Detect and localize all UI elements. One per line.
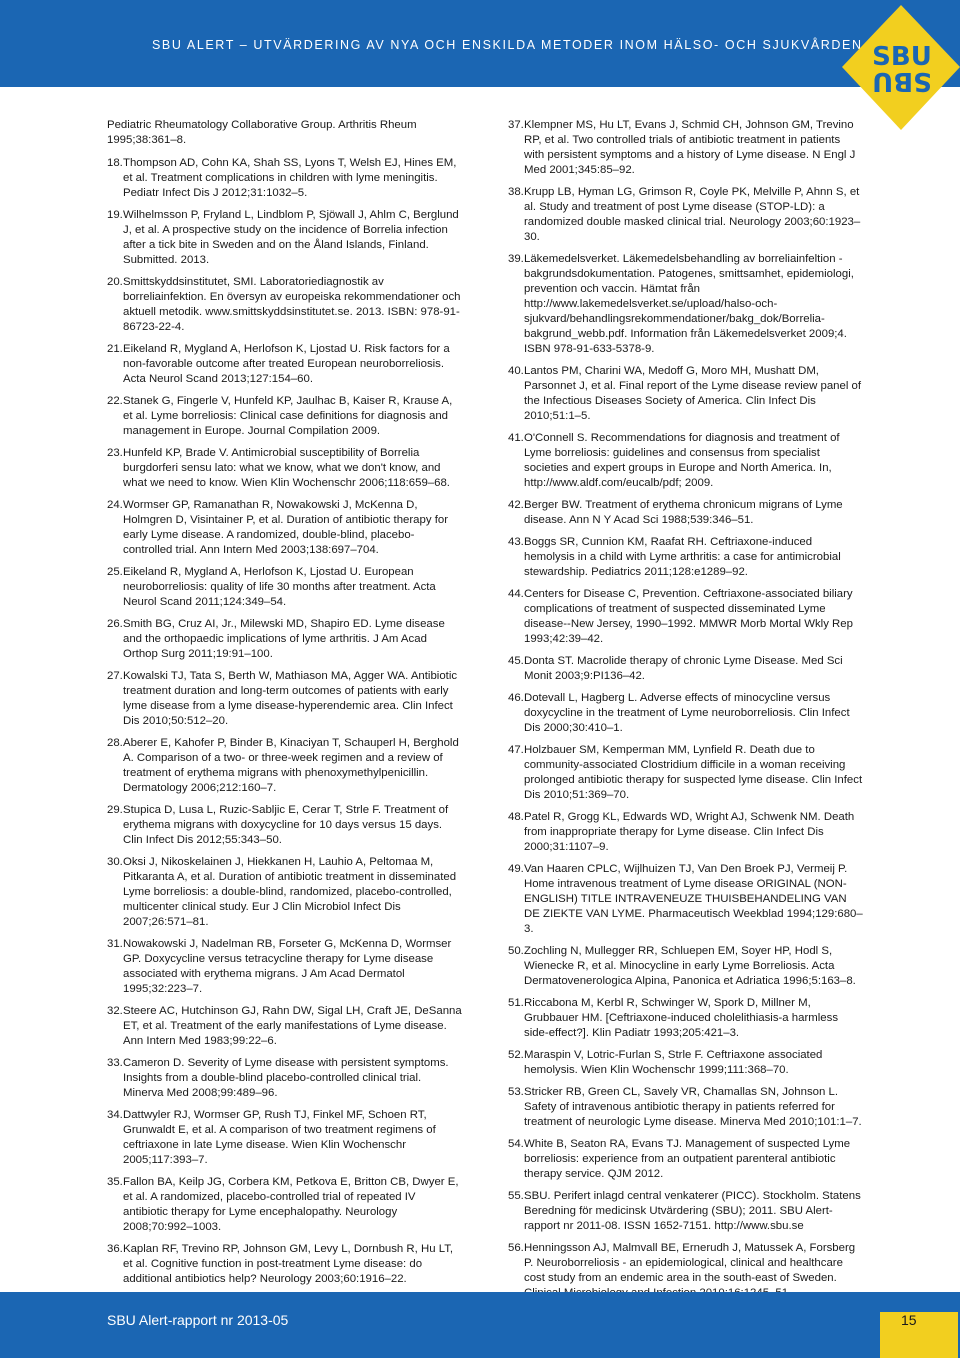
reference-text: Fallon BA, Keilp JG, Corbera KM, Petkova E, Britton CB, Dwyer E, et al. A randomized, placebo-controlled trial of repeated IV antibiotic therapy for Lyme encephalopathy. Neurology 2008;70:992–1003. [123, 1176, 459, 1233]
reference-number: 47. [508, 744, 524, 756]
report-label: SBU Alert-rapport nr 2013-05 [107, 1312, 289, 1328]
page-number: 15 [901, 1312, 917, 1328]
reference-item [508, 1085, 863, 1130]
reference-text: Wormser GP, Ramanathan R, Nowakowski J, McKenna D, Holmgren D, Visintainer P, et al. Duration of antibiotic therapy for early Lyme disease. A randomized, double-blind, placebo-controlled trial. Ann Intern Med 2003;138:697–704. [123, 499, 449, 556]
reference-number: 40. [508, 365, 524, 377]
reference-text: Oksi J, Nikoskelainen J, Hiekkanen H, Lauhio A, Peltomaa M, Pitkaranta A, et al. Duration of antibiotic treatment in disseminated Lyme borreliosis: a double-blind, randomized, placebo-controlled, multicenter clinical study. Eur J Clin Microbiol Infect Dis 2007;26:571–81. [123, 856, 457, 928]
footer-bar [0, 1292, 960, 1358]
reference-item [107, 803, 462, 848]
page-number-box [880, 1312, 958, 1358]
reference-text: White B, Seaton RA, Evans TJ. Management of suspected Lyme borreliosis: experience from an outpatient parenteral antibiotic therapy service. QJM 2012. [524, 1138, 851, 1180]
reference-text: Kowalski TJ, Tata S, Berth W, Mathiason MA, Agger WA. Antibiotic treatment duration and long-term outcomes of patients with early lyme disease from a lyme disease-hyperendemic area. Clin Infect Dis 2010;50:512–20. [123, 670, 458, 727]
reference-number: 21. [107, 343, 123, 355]
reference-number: 35. [107, 1176, 123, 1188]
reference-text: Krupp LB, Hyman LG, Grimson R, Coyle PK, Melville P, Ahnn S, et al. Study and treatment of post Lyme disease (STOP-LD): a randomized double masked clinical trial. Neurology 2003;60:1923–30. [524, 186, 861, 243]
reference-number: 45. [508, 655, 524, 667]
reference-text: Thompson AD, Cohn KA, Shah SS, Lyons T, Welsh EJ, Hines EM, et al. Treatment complications in children with lyme meningitis. Pediatr Infect Dis J 2012;31:1032–5. [123, 157, 457, 199]
reference-item [107, 1004, 462, 1049]
reference-item [107, 669, 462, 729]
left-column [107, 118, 462, 1294]
reference-number: 56. [508, 1242, 524, 1254]
reference-text: Stricker RB, Green CL, Savely VR, Chamallas SN, Johnson L. Safety of intravenous antibiotic therapy in patients referred for treatment of neurologic Lyme disease. Minerva Med 2010;101:1–7. [524, 1086, 862, 1128]
reference-number: 34. [107, 1109, 123, 1121]
reference-item [508, 118, 863, 178]
left-reference-list [107, 156, 462, 1287]
reference-item [508, 810, 863, 855]
reference-text: Kaplan RF, Trevino RP, Johnson GM, Levy L, Dornbush R, Hu LT, et al. Cognitive function in post-treatment Lyme disease: do additional antibiotics help? Neurology 2003;60:1916–22. [123, 1243, 454, 1285]
reference-item [107, 937, 462, 997]
reference-text: Donta ST. Macrolide therapy of chronic Lyme Disease. Med Sci Monit 2003;9:PI136–42. [524, 655, 843, 682]
reference-text: Steere AC, Hutchinson GJ, Rahn DW, Sigal LH, Craft JE, DeSanna ET, et al. Treatment of the early manifestations of Lyme disease. Ann Intern Med 1983;99:22–6. [123, 1005, 462, 1047]
reference-item [508, 1048, 863, 1078]
reference-number: 32. [107, 1005, 123, 1017]
reference-number: 44. [508, 588, 524, 600]
reference-item [107, 1242, 462, 1287]
reference-number: 52. [508, 1049, 524, 1061]
reference-number: 18. [107, 157, 123, 169]
reference-text: Berger BW. Treatment of erythema chronicum migrans of Lyme disease. Ann N Y Acad Sci 1988;539:346–51. [524, 499, 843, 526]
reference-item [508, 252, 863, 357]
reference-text: Smittskyddsinstitutet, SMI. Laboratoriediagnostik av borreliainfektion. En översyn av europeiska rekommendationer och aktuell metodik. www.smittskyddsinstitutet.se. 2013. ISBN: 978-91-86723-22-4. [123, 276, 461, 333]
reference-number: 37. [508, 119, 524, 131]
reference-item [508, 1189, 863, 1234]
reference-text: Van Haaren CPLC, Wijlhuizen TJ, Van Den Broek PJ, Vermeij P. Home intravenous treatment of Lyme disease ORIGINAL (NON-ENGLISH) TITLE INTRAVENEUZE THUISBEHANDELING VAN DE ZIEKTE VAN LYME. Pharmaceutisch Weekblad 1994;129:680–3. [524, 863, 863, 935]
reference-number: 54. [508, 1138, 524, 1150]
reference-text: Wilhelmsson P, Fryland L, Lindblom P, Sjöwall J, Ahlm C, Berglund J, et al. A prospective study on the incidence of Borrelia infection after a tick bite in Sweden and on the Åland Islands, Finland. Submitted. 2013. [123, 209, 459, 266]
right-column [508, 118, 863, 1308]
right-reference-list [508, 118, 863, 1301]
reference-item [508, 1137, 863, 1182]
reference-item [508, 498, 863, 528]
reference-number: 49. [508, 863, 524, 875]
reference-item [508, 587, 863, 647]
reference-text: Maraspin V, Lotric-Furlan S, Strle F. Ceftriaxone associated hemolysis. Wien Klin Wochenschr 1999;111:368–70. [524, 1049, 823, 1076]
reference-number: 43. [508, 536, 524, 548]
reference-item [107, 498, 462, 558]
reference-number: 30. [107, 856, 123, 868]
reference-item [508, 691, 863, 736]
reference-item [508, 862, 863, 937]
reference-item [508, 535, 863, 580]
reference-item [107, 342, 462, 387]
reference-number: 42. [508, 499, 524, 511]
reference-item [107, 446, 462, 491]
reference-number: 27. [107, 670, 123, 682]
reference-item [508, 743, 863, 803]
reference-item [107, 565, 462, 610]
reference-text: Dattwyler RJ, Wormser GP, Rush TJ, Finkel MF, Schoen RT, Grunwaldt E, et al. A comparison of two treatment regimens of ceftriaxone in late Lyme disease. Wien Klin Wochenschr 2005;117:393–7. [123, 1109, 436, 1166]
reference-text: Dotevall L, Hagberg L. Adverse effects of minocycline versus doxycycline in the treatment of Lyme neuroborreliosis. Clin Infect Dis 2000;30:410–1. [524, 692, 850, 734]
reference-number: 55. [508, 1190, 524, 1202]
reference-text: Nowakowski J, Nadelman RB, Forseter G, McKenna D, Wormser GP. Doxycycline versus tetracycline therapy for Lyme disease associated with erythema migrans. J Am Acad Dermatol 1995;32:223–7. [123, 938, 452, 995]
reference-item [107, 208, 462, 268]
reference-item [107, 1175, 462, 1235]
reference-number: 39. [508, 253, 524, 265]
reference-text: Läkemedelsverket. Läkemedelsbehandling av borreliainfeltion - bakgrundsdokumentation. Patogenes, smittsamhet, epidemiologi, prevention och vaccin. Hämtat från http://www.lakemedelsverket.se/upload/halso-och-sjukvard/behandlingsrekommendationer/bakg_dok/Borrelia-bakgrund_webb.pdf. Information från Läkemedelsverket 2009;4. ISBN 978-91-633-5378-9. [524, 253, 854, 355]
reference-text: Eikeland R, Mygland A, Herlofson K, Ljostad U. Risk factors for a non-favorable outcome after treated European neuroborreliosis. Acta Neurol Scand 2013;127:154–60. [123, 343, 450, 385]
reference-number: 53. [508, 1086, 524, 1098]
header-title: SBU ALERT – UTVÄRDERING AV NYA OCH ENSKILDA METODER INOM HÄLSO- OCH SJUKVÅRDEN [152, 38, 863, 52]
reference-number: 22. [107, 395, 123, 407]
reference-item [107, 275, 462, 335]
reference-number: 26. [107, 618, 123, 630]
reference-text: SBU. Perifert inlagd central venkaterer (PICC). Stockholm. Statens Beredning för medicinsk Utvärdering (SBU); 2011. SBU Alert-rapport nr 2011-08. ISSN 1652-7151. http://www.sbu.se [524, 1190, 861, 1232]
reference-text: Stanek G, Fingerle V, Hunfeld KP, Jaulhac B, Kaiser R, Krause A, et al. Lyme borreliosis: Clinical case definitions for diagnosis and management in Europe. Journal Compilation 2009. [123, 395, 453, 437]
reference-text: Zochling N, Mullegger RR, Schluepen EM, Soyer HP, Hodl S, Wienecke R, et al. Minocycline in early Lyme Borreliosis. Acta Dermatovenerologica Alpina, Panonica et Adriatica 1996;5:163–8. [524, 945, 856, 987]
reference-number: 29. [107, 804, 123, 816]
reference-number: 24. [107, 499, 123, 511]
reference-number: 20. [107, 276, 123, 288]
reference-item [107, 394, 462, 439]
reference-text: Patel R, Grogg KL, Edwards WD, Wright AJ, Schwenk NM. Death from inappropriate therapy for Lyme disease. Clin Infect Dis 2000;31:1107–9. [524, 811, 855, 853]
reference-number: 19. [107, 209, 123, 221]
reference-item [107, 855, 462, 930]
reference-item [508, 431, 863, 491]
reference-number: 46. [508, 692, 524, 704]
reference-text: Cameron D. Severity of Lyme disease with persistent symptoms. Insights from a double-blind placebo-controlled clinical trial. Minerva Med 2008;99:489–96. [123, 1057, 449, 1099]
reference-item [508, 654, 863, 684]
reference-text: Eikeland R, Mygland A, Herlofson K, Ljostad U. European neuroborreliosis: quality of life 30 months after treatment. Acta Neurol Scand 2011;124:349–54. [123, 566, 436, 608]
reference-number: 25. [107, 566, 123, 578]
reference-text: Hunfeld KP, Brade V. Antimicrobial susceptibility of Borrelia burgdorferi sensu lato: what we know, what we don't know, and what we need to know. Wien Klin Wochenschr 2006;118:659–68. [123, 447, 450, 489]
reference-item [107, 1108, 462, 1168]
reference-text: O'Connell S. Recommendations for diagnosis and treatment of Lyme borreliosis: guidelines and consensus from specialist societies and expert groups in Europe and North America. In, http://www.aldf.com/eucalb/pdf; 2009. [524, 432, 840, 489]
reference-text: Lantos PM, Charini WA, Medoff G, Moro MH, Mushatt DM, Parsonnet J, et al. Final report of the Lyme disease review panel of the Infectious Diseases Society of America. Clin Infect Dis 2010;51:1–5. [524, 365, 862, 422]
reference-number: 51. [508, 997, 524, 1009]
reference-text: Henningsson AJ, Malmvall BE, Ernerudh J, Matussek A, Forsberg P. Neuroborreliosis - an epidemiological, clinical and healthcare cost study from an endemic area in the south-east of Sweden. [524, 1242, 856, 1284]
reference-text: Smith BG, Cruz AI, Jr., Milewski MD, Shapiro ED. Lyme disease and the orthopaedic implications of lyme arthritis. J Am Acad Orthop Surg 2011;19:91–100. [123, 618, 445, 660]
header-bar [0, 0, 960, 87]
reference-number: 50. [508, 945, 524, 957]
reference-item [508, 364, 863, 424]
reference-text: Klempner MS, Hu LT, Evans J, Schmid CH, Johnson GM, Trevino RP, et al. Two controlled trials of antibiotic treatment in patients with persistent symptoms and a history of Lyme disease. N Engl J Med 2001;345:85–92. [524, 119, 856, 176]
reference-number: 36. [107, 1243, 123, 1255]
reference-text: Riccabona M, Kerbl R, Schwinger W, Spork D, Millner M, Grubbauer HM. [Ceftriaxone-induced cholelithiasis-a harmless side-effect?]. Klin Padiatr 1993;205:421–3. [524, 997, 839, 1039]
reference-item [508, 944, 863, 989]
reference-text: Centers for Disease C, Prevention. Ceftriaxone-associated biliary complications of treatment of suspected disseminated Lyme disease--New Jersey, 1990–1992. MMWR Morb Mortal Wkly Rep 1993;42:39–42. [524, 588, 853, 645]
reference-number: 38. [508, 186, 524, 198]
reference-text: Aberer E, Kahofer P, Binder B, Kinaciyan T, Schauperl H, Berghold A. Comparison of a two- or three-week regimen and a review of treatment of erythema migrans with phenoxymethylpenicillin. Dermatology 2006;212:160–7. [123, 737, 459, 794]
logo-text-bottom: SBU [872, 66, 932, 96]
reference-number: 28. [107, 737, 123, 749]
reference-text: Holzbauer SM, Kemperman MM, Lynfield R. Death due to community-associated Clostridium difficile in a woman receiving prolonged antibiotic therapy for suspected lyme disease. Clin Infect Dis 2010;51:369–70. [524, 744, 863, 801]
reference-number: 23. [107, 447, 123, 459]
reference-text: Boggs SR, Cunnion KM, Raafat RH. Ceftriaxone-induced hemolysis in a child with Lyme arthritis: a case for antimicrobial stewardship. Pediatrics 2011;128:e1289–92. [524, 536, 841, 578]
reference-item [107, 1056, 462, 1101]
logo-text-top: SBU [872, 42, 932, 72]
reference-number: 41. [508, 432, 524, 444]
reference-number: 31. [107, 938, 123, 950]
reference-continuation: Pediatric Rheumatology Collaborative Group. Arthritis Rheum 1995;38:361–8. [107, 119, 417, 146]
reference-number: 48. [508, 811, 524, 823]
reference-text: Stupica D, Lusa L, Ruzic-Sabljic E, Cerar T, Strle F. Treatment of erythema migrans with doxycycline for 10 days versus 15 days. Clin Infect Dis 2012;55:343–50. [123, 804, 449, 846]
reference-item [508, 996, 863, 1041]
sbu-logo-icon [842, 5, 960, 130]
reference-number: 33. [107, 1057, 123, 1069]
reference-item [107, 156, 462, 201]
reference-item [107, 617, 462, 662]
reference-item [508, 185, 863, 245]
reference-item [107, 736, 462, 796]
